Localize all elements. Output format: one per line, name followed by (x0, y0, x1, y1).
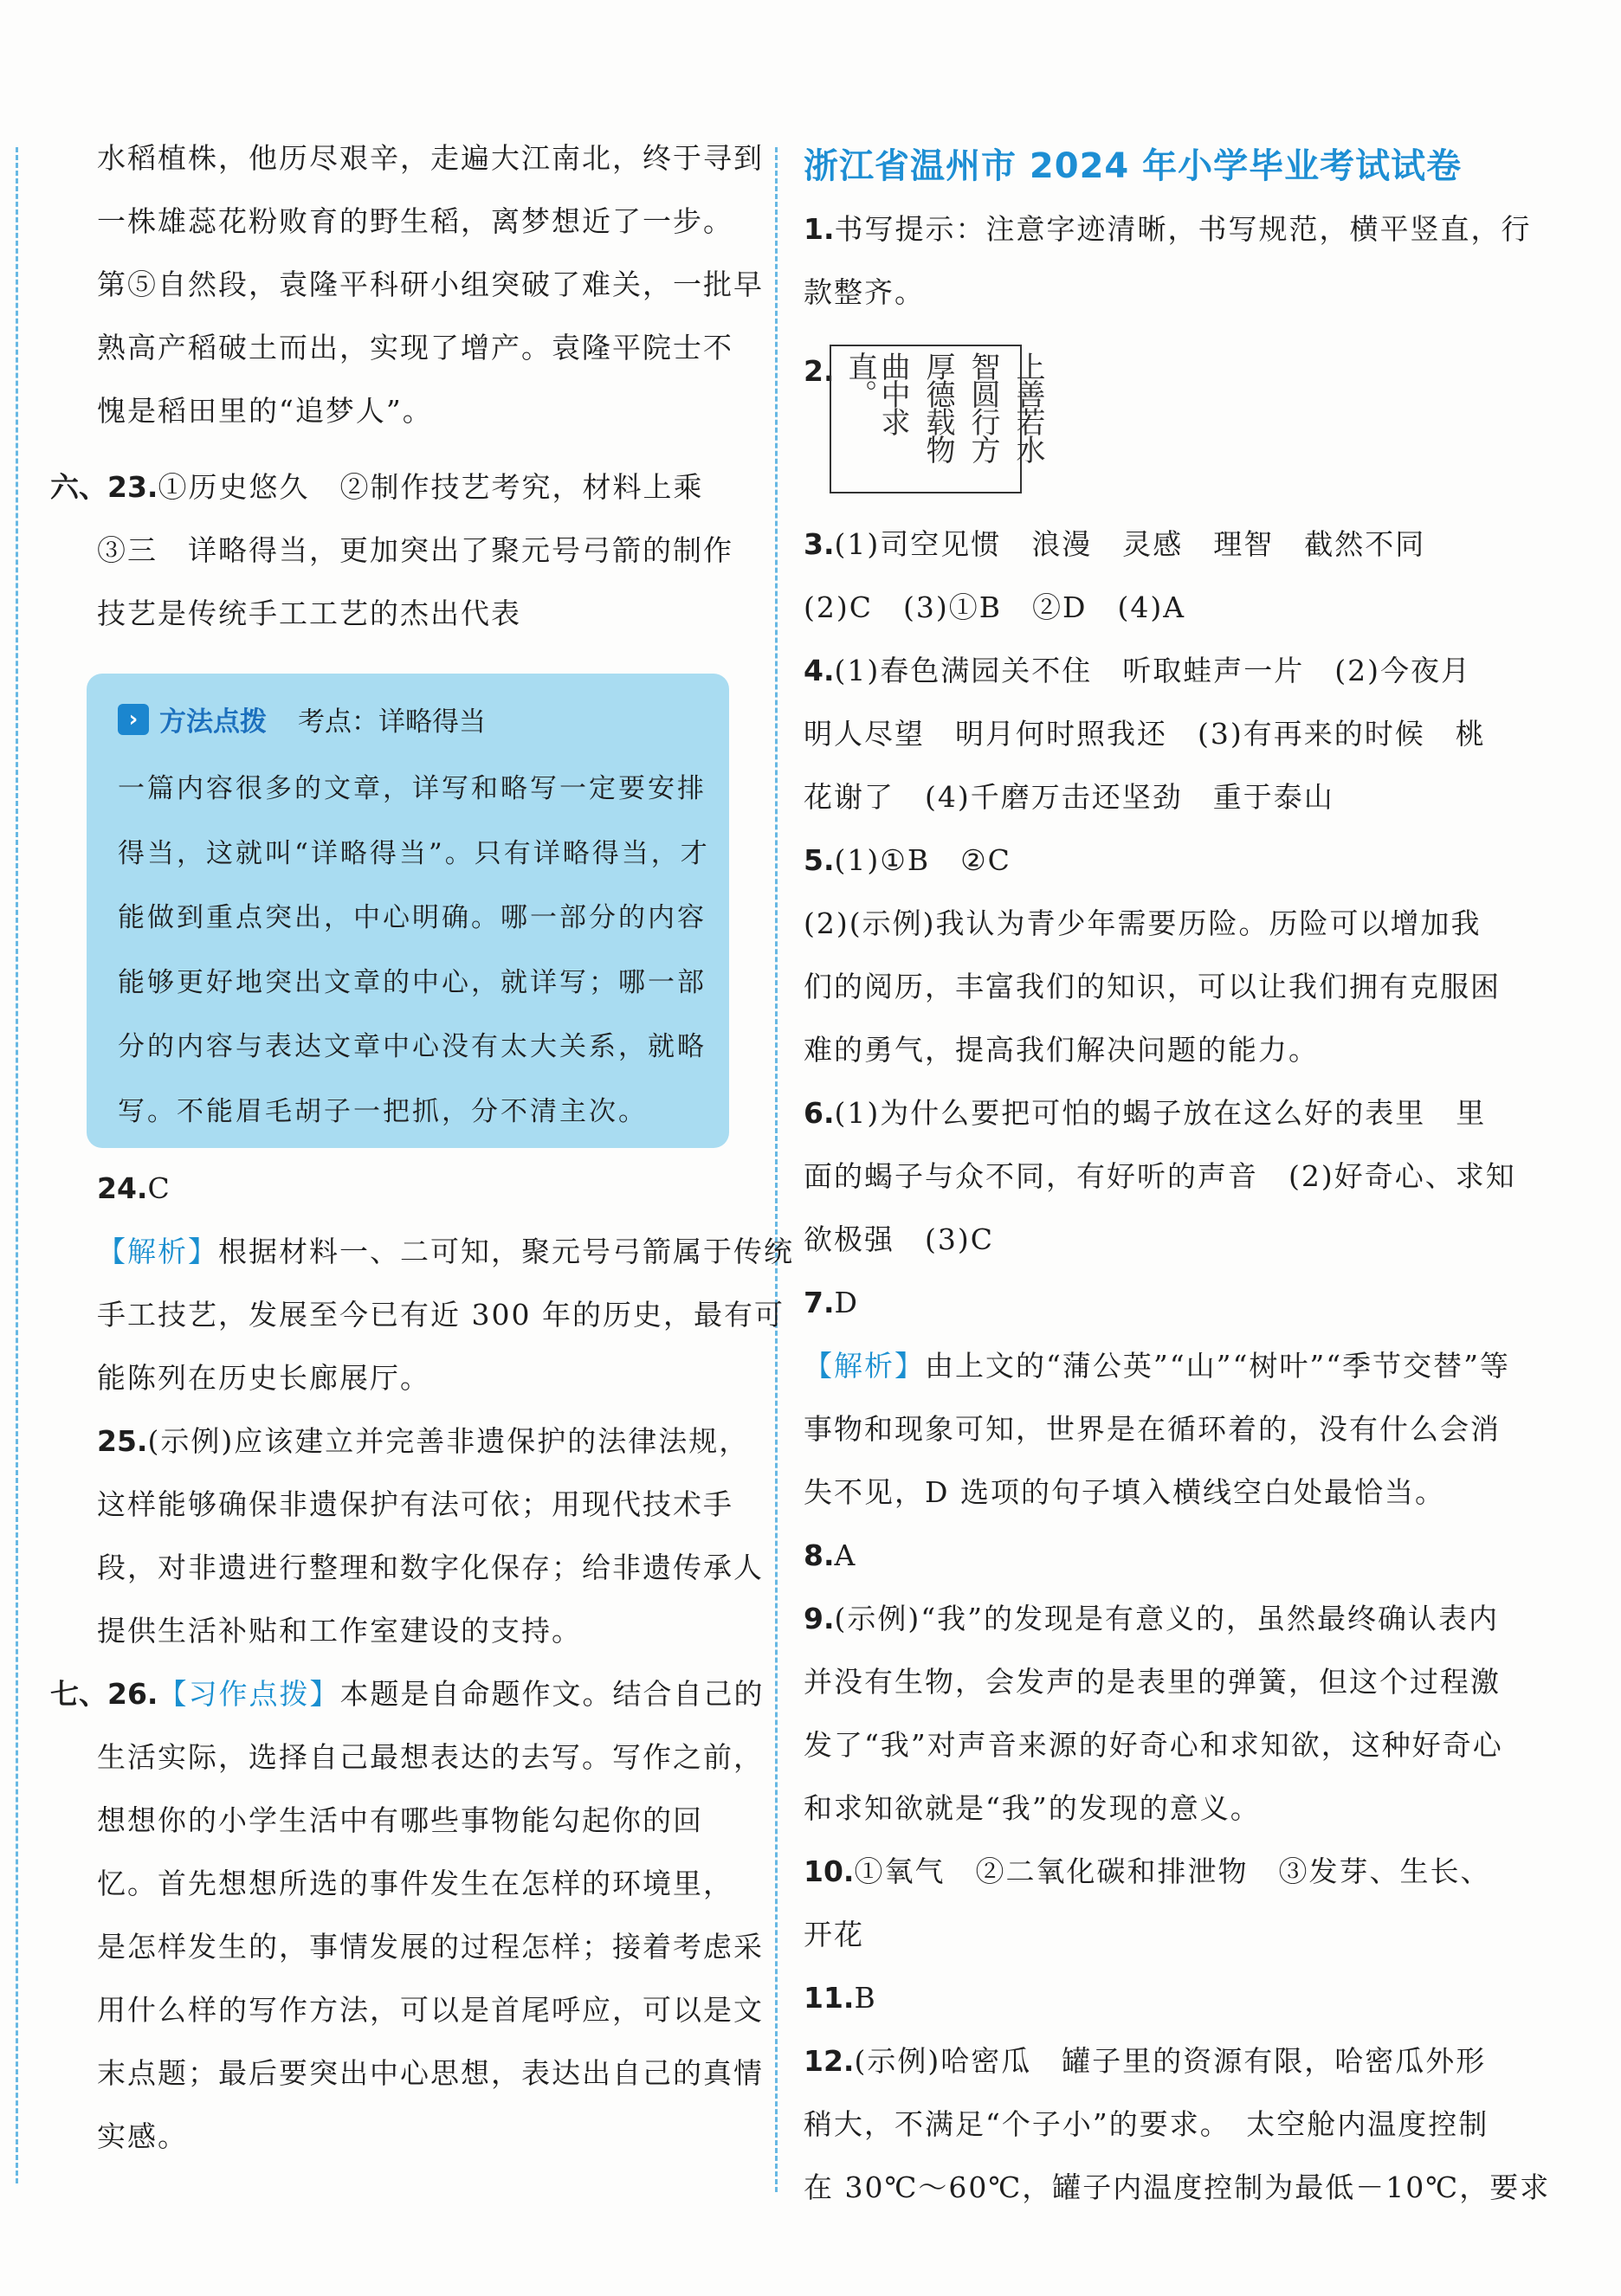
q5-line: (1)①B ②C (834, 843, 1011, 877)
callout-line: 一篇内容很多的文章，详写和略写一定要安排 (118, 773, 707, 804)
q26-block (50, 1662, 765, 2168)
analysis-tag: 【解析】 (97, 1235, 218, 1268)
q22-continuation (97, 126, 790, 442)
analysis-tag: 【解析】 (804, 1349, 925, 1383)
poem-column: 智圆行方 (965, 351, 1000, 462)
question-number: 24. (97, 1171, 148, 1205)
q4-line: 明人尽望 明月何时照我还 (3)有再来的时候 桃 (804, 717, 1486, 751)
q25-line: 段，对非遗进行整理和数字化保存；给非遗传承人 (97, 1551, 764, 1584)
question-number: 1. (804, 212, 835, 246)
q25-line: 提供生活补贴和工作室建设的支持。 (97, 1614, 582, 1648)
analysis-line: 能陈列在历史长廊展厅。 (97, 1361, 430, 1395)
text-line: 一株雄蕊花粉败育的野生稻，离梦想近了一步。 (97, 204, 733, 238)
method-tip-callout (87, 674, 729, 1148)
poem-column: 曲中求直。 (843, 351, 910, 435)
q7-answer: D (834, 1286, 859, 1319)
callout-line: 能做到重点突出，中心明确。哪一部分的内容 (118, 902, 707, 933)
text-line: 熟高产稻破土而出，实现了增产。袁隆平院士不 (97, 331, 733, 364)
q23-answer-line: ①历史悠久 ②制作技艺考究，材料上乘 (158, 470, 704, 504)
callout-line: 得当，这就叫“详略得当”。只有详略得当，才 (118, 837, 710, 869)
q3-12-block (804, 513, 1551, 2219)
analysis-line: 手工技艺，发展至今已有近 300 年的历史，最有可 (97, 1298, 785, 1332)
question-number: 8. (804, 1538, 835, 1572)
q6-line: 面的蝎子与众不同，有好听的声音 (2)好奇心、求知 (804, 1159, 1516, 1193)
q26-line: 实感。 (97, 2119, 188, 2153)
text-line: 第⑤自然段，袁隆平科研小组突破了难关，一批早 (97, 268, 764, 301)
q24-25-block (97, 1157, 794, 1662)
q4-line: 花谢了 (4)千磨万击还坚劲 重于泰山 (804, 780, 1334, 814)
analysis-line: 根据材料一、二可知，聚元号弓箭属于传统 (218, 1235, 794, 1268)
callout-label: 方法点拨 (159, 706, 267, 738)
chevron-right-icon: › (118, 704, 149, 735)
q9-line: (示例)“我”的发现是有意义的，虽然最终确认表内 (834, 1602, 1499, 1635)
left-margin-dashed-line (16, 147, 18, 2183)
question-number: 5. (804, 843, 835, 877)
q1-line: 款整齐。 (804, 275, 925, 309)
column-divider (775, 147, 778, 2192)
callout-body (118, 757, 715, 1144)
question-number: 7. (804, 1286, 835, 1319)
q5-line: (2)(示例)我认为青少年需要历险。历险可以增加我 (804, 906, 1482, 940)
q26-line: 本题是自命题作文。结合自己的 (339, 1677, 765, 1711)
text-line: 愧是稻田里的“追梦人”。 (97, 394, 433, 428)
question-number: 10. (804, 1854, 855, 1888)
question-number: 2. (804, 354, 835, 388)
q4-line: (1)春色满园关不住 听取蛙声一片 (2)今夜月 (834, 654, 1471, 687)
q6-line: 欲极强 (3)C (804, 1222, 994, 1256)
q24-answer: C (147, 1171, 171, 1205)
q8-answer: A (834, 1538, 857, 1572)
callout-line: 写。不能眉毛胡子一把抓，分不清主次。 (118, 1095, 648, 1127)
question-number: 3. (804, 527, 835, 561)
q5-line: 们的阅历，丰富我们的知识，可以让我们拥有克服困 (804, 970, 1501, 1003)
q1-line: 书写提示：注意字迹清晰，书写规范，横平竖直，行 (834, 212, 1532, 246)
question-number: 25. (97, 1424, 148, 1458)
question-number: 六、23. (50, 470, 158, 504)
question-number: 9. (804, 1602, 835, 1635)
q9-line: 和求知欲就是“我”的发现的意义。 (804, 1791, 1261, 1825)
q25-line: (示例)应该建立并完善非遗保护的法律法规， (147, 1424, 750, 1458)
q26-line: 忆。首先想想所选的事件发生在怎样的环境里， (97, 1867, 733, 1900)
q12-line: (示例)哈密瓜 罐子里的资源有限，哈密瓜外形 (854, 2044, 1487, 2078)
q26-line: 生活实际，选择自己最想表达的去写。写作之前， (97, 1740, 764, 1774)
q6-line: (1)为什么要把可怕的蝎子放在这么好的表里 里 (834, 1096, 1487, 1130)
question-number: 12. (804, 2044, 855, 2078)
exam-title: 浙江省温州市 2024 年小学毕业考试试卷 (804, 146, 1463, 186)
question-number: 4. (804, 654, 835, 687)
q26-line: 末点题；最后要突出中心思想，表达出自己的真情 (97, 2056, 764, 2090)
q12-line: 稍大，不满足“个子小”的要求。 太空舱内温度控制 (804, 2107, 1489, 2141)
q23-answer-line: 技艺是传统手工工艺的杰出代表 (97, 597, 521, 630)
q26-line: 是怎样发生的，事情发展的过程怎样；接着考虑采 (97, 1930, 764, 1964)
q25-line: 这样能够确保非遗保护有法可依；用现代技术手 (97, 1487, 733, 1521)
poem-box (830, 345, 1045, 493)
q23-answer-line: ③三 详略得当，更加突出了聚元号弓箭的制作 (97, 533, 733, 567)
q3-line: (2)C (3)①B ②D (4)A (804, 590, 1186, 624)
question-number: 七、26. (50, 1677, 158, 1711)
callout-header (118, 700, 486, 738)
q3-line: (1)司空见惯 浪漫 灵感 理智 截然不同 (834, 527, 1426, 561)
q11-answer: B (854, 1981, 877, 2015)
callout-line: 分的内容与表达文章中心没有太大关系，就略 (118, 1031, 707, 1062)
text-line: 水稻植株，他历尽艰辛，走遍大江南北，终于寻到 (97, 141, 764, 175)
q5-line: 难的勇气，提高我们解决问题的能力。 (804, 1033, 1319, 1067)
poem-column: 上善若水 (1011, 351, 1045, 462)
writing-tip-tag: 【习作点拨】 (158, 1677, 340, 1711)
q10-line: ①氧气 ②二氧化碳和排泄物 ③发芽、生长、 (854, 1854, 1491, 1888)
q1-block (804, 197, 1532, 324)
q9-line: 发了“我”对声音来源的好奇心和求知欲，这种好奇心 (804, 1728, 1503, 1762)
analysis-line: 事物和现象可知，世界是在循环着的，没有什么会消 (804, 1412, 1501, 1446)
q23-block (50, 455, 769, 645)
q9-line: 并没有生物，会发声的是表里的弹簧，但这个过程激 (804, 1665, 1501, 1699)
q26-line: 用什么样的写作方法，可以是首尾呼应，可以是文 (97, 1993, 764, 2027)
question-number: 6. (804, 1096, 835, 1130)
analysis-line: 失不见，D 选项的句子填入横线空白处最恰当。 (804, 1475, 1445, 1509)
callout-line: 能够更好地突出文章的中心，就详写；哪一部 (118, 966, 707, 998)
q10-line: 开花 (804, 1918, 864, 1951)
callout-point: 考点：详略得当 (298, 706, 486, 738)
analysis-line: 由上文的“蒲公英”“山”“树叶”“季节交替”等 (925, 1349, 1510, 1383)
question-number: 11. (804, 1981, 855, 2015)
q12-line: 在 30℃～60℃，罐子内温度控制为最低－10℃，要求 (804, 2170, 1551, 2204)
poem-column: 厚德载物 (920, 351, 955, 462)
q26-line: 想想你的小学生活中有哪些事物能勾起你的回 (97, 1803, 703, 1837)
